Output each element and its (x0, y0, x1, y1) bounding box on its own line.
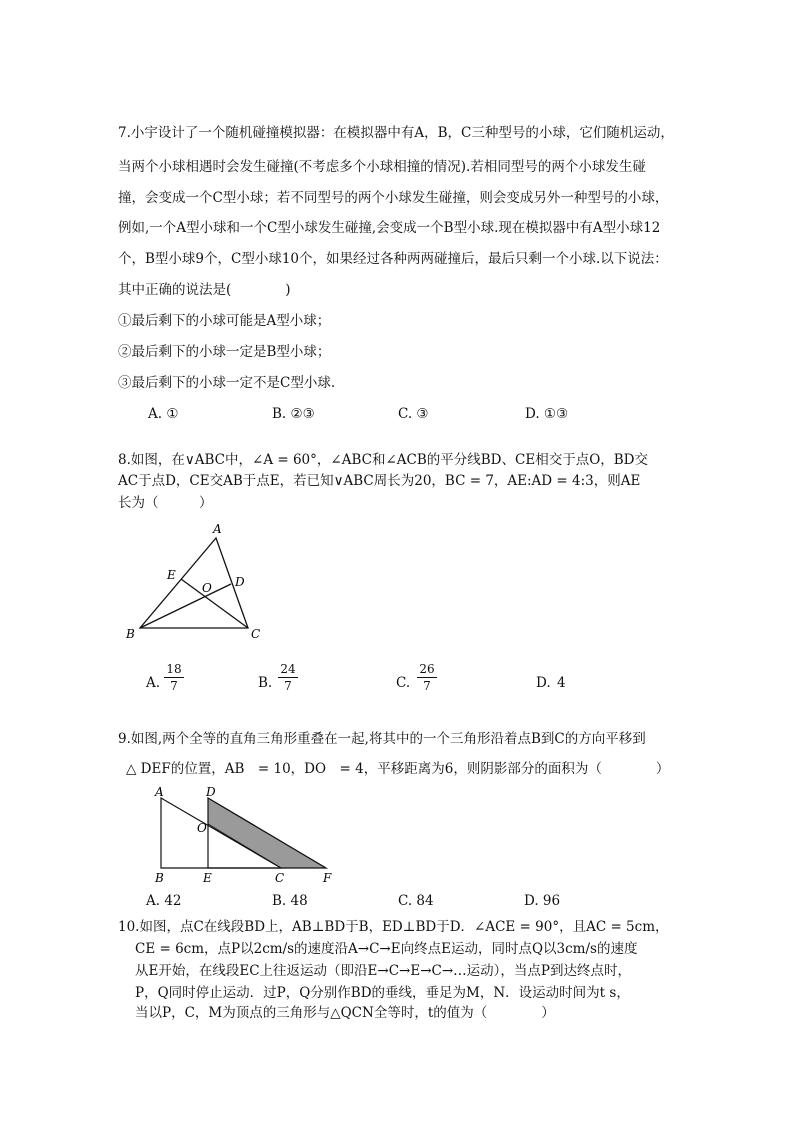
q7-line-1: 7.小宇设计了一个随机碰撞模拟器：在模拟器中有A，B，C三种型号的小球，它们随机运动， (118, 125, 674, 141)
q8-line-3: 长为（ ） (118, 495, 213, 511)
q7-option-c[interactable]: C. ③ (398, 406, 429, 422)
q10-line-1: 10.如图，点C在线段BD上，AB⊥BD于B，ED⊥BD于D．∠ACE = 90°，且AC = 5cm， (118, 919, 669, 935)
q7-option-d[interactable]: D. ①③ (525, 406, 569, 422)
q10-line-3: 从E开始，在线段EC上往返运动（即沿E→C→E→C→…运动），当点P到达终点时， (135, 963, 631, 979)
q8-label-o: O (202, 581, 212, 595)
q8-option-a-num: 18 (166, 662, 182, 676)
q8-option-c-fraction (417, 662, 437, 693)
q9-line-1: 9.如图,两个全等的直角三角形重叠在一起,将其中的一个三角形沿着点B到C的方向平移到 (118, 731, 646, 747)
q8-label-b: B (126, 627, 135, 641)
q9-label-b: B (155, 871, 164, 885)
q9-label-o: O (197, 821, 207, 835)
q8-option-c-letter: C. (396, 675, 411, 691)
q9-line-2: △ DEF的位置，AB = 10，DO = 4，平移距离为6，则阴影部分的面积为（ ） (126, 761, 670, 777)
q7-line-4: 例如,一个A型小球和一个C型小球发生碰撞,会变成一个B型小球.现在模拟器中有A型小球12 (118, 220, 661, 236)
q9-label-d: D (206, 785, 216, 799)
q8-label-e: E (167, 568, 176, 582)
q9-option-d[interactable]: D. 96 (524, 893, 561, 909)
q7-line-5: 个，B型小球9个，C型小球10个，如果经过各种两两碰撞后，最后只剩一个小球.以下说法： (118, 251, 668, 267)
q7-line-6: 其中正确的说法是( ) (118, 282, 291, 298)
q8-option-b-num: 24 (280, 662, 296, 676)
q9-label-f: F (323, 871, 332, 885)
q9-label-c: C (275, 871, 285, 885)
q8-option-c-num: 26 (419, 662, 435, 676)
q8-option-c-den: 7 (423, 679, 431, 693)
q7-line-3: 撞，会变成一个C型小球；若不同型号的两个小球发生碰撞，则会变成另外一种型号的小球， (118, 190, 669, 206)
q8-option-d-letter: D. (536, 675, 551, 691)
q8-label-c: C (251, 627, 261, 641)
q8-label-d: D (235, 575, 245, 589)
q8-option-d-value: 4 (557, 675, 566, 691)
q7-line-8: ②最后剩下的小球一定是B型小球； (118, 344, 331, 360)
q7-option-a[interactable]: A. ① (148, 406, 179, 422)
q8-option-b-letter: B. (258, 675, 273, 691)
q8-option-a-den: 7 (170, 679, 178, 693)
q9-option-c[interactable]: C. 84 (398, 893, 434, 909)
q7-option-b[interactable]: B. ②③ (272, 406, 315, 422)
q9-option-b[interactable]: B. 48 (272, 893, 308, 909)
q8-triangle-figure (120, 518, 280, 646)
q10-line-4: P，Q同时停止运动．过P，Q分别作BD的垂线，垂足为M，N．设运动时间为t s， (135, 985, 630, 1001)
q8-triangle-abc (140, 538, 248, 628)
q7-line-2: 当两个小球相遇时会发生碰撞(不考虑多个小球相撞的情况).若相同型号的两个小球发生碰 (118, 159, 646, 175)
q10-line-5: 当以P，C，M为顶点的三角形与△QCN全等时，t的值为（ ） (135, 1005, 555, 1021)
q7-line-9: ③最后剩下的小球一定不是C型小球. (118, 375, 336, 391)
q7-line-7: ①最后剩下的小球可能是A型小球； (118, 313, 331, 329)
q10-line-2: CE = 6cm，点P以2cm/s的速度沿A→C→E向终点E运动，同时点Q以3cm/s的速度 (135, 941, 638, 957)
q8-label-a: A (213, 522, 222, 536)
q9-label-a: A (155, 785, 164, 799)
q8-option-b-den: 7 (284, 679, 292, 693)
q9-translation-figure (145, 782, 345, 887)
q8-line-2: AC于点D，CE交AB于点E，若已知∨ABC周长为20，BC = 7，AE:AD = 4:3，则AE (118, 473, 641, 489)
q9-option-a[interactable]: A. 42 (146, 893, 182, 909)
q8-option-a-letter: A. (146, 675, 161, 691)
q8-line-1: 8.如图，在∨ABC中，∠A = 60°，∠ABC和∠ACB的平分线BD、CE相交于点O，BD交 (118, 452, 649, 468)
q9-label-e: E (203, 871, 212, 885)
q8-option-b-fraction (278, 662, 298, 693)
q8-option-a-fraction (164, 662, 184, 693)
